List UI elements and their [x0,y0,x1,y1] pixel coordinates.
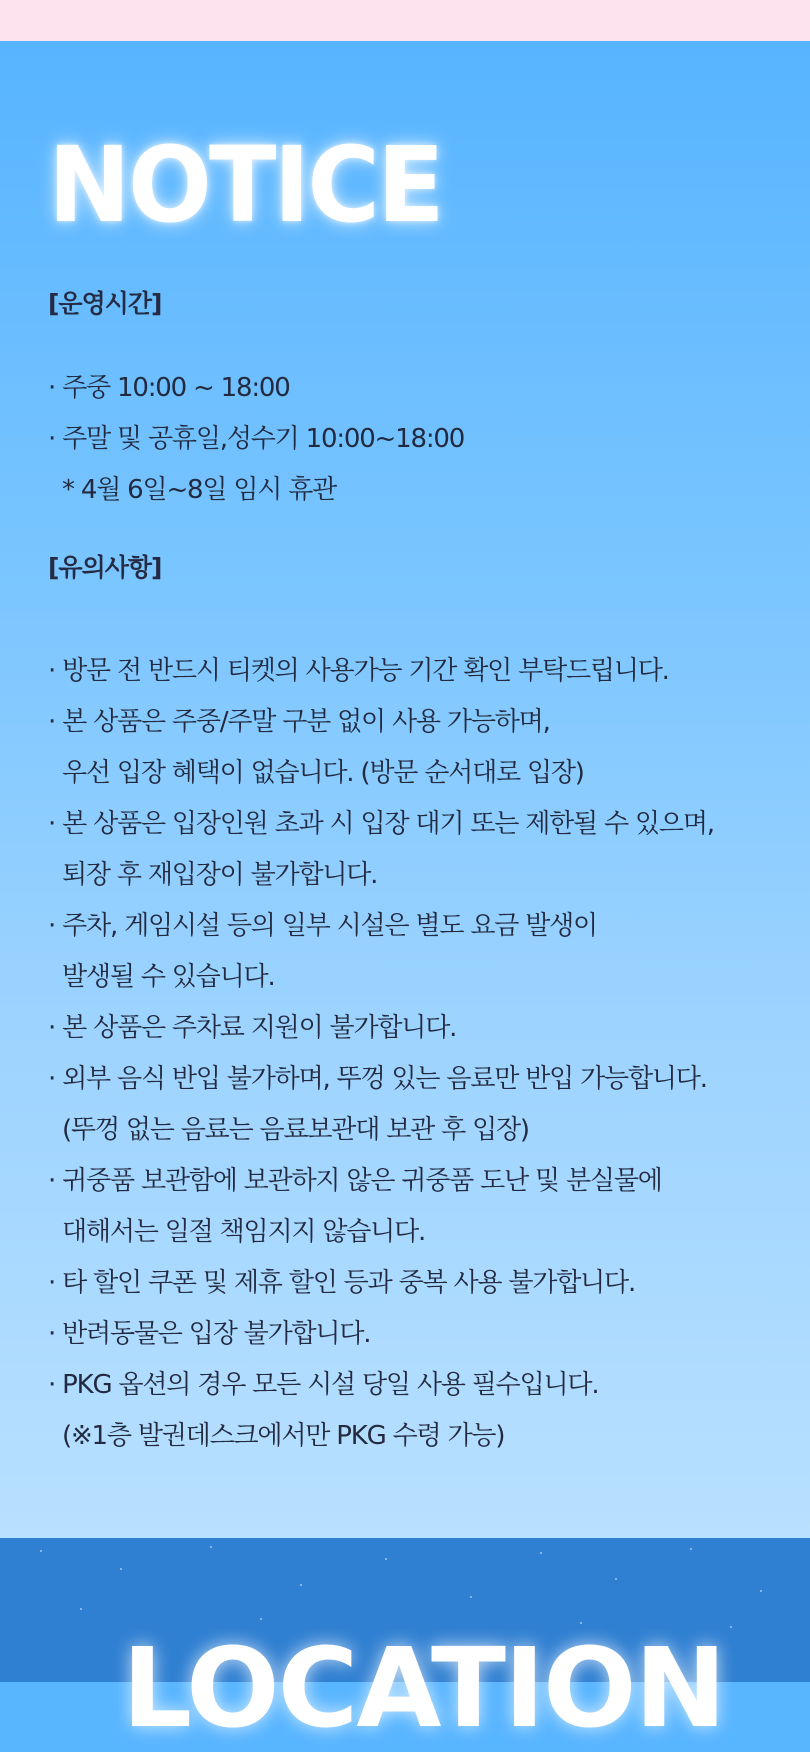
precaution-line: 퇴장 후 재입장이 불가합니다. [62,860,378,890]
star [120,1568,122,1570]
precaution-line: · 외부 음식 반입 불가하며, 뚜껑 있는 음료만 반입 가능합니다. [48,1064,707,1094]
precaution-line: 발생될 수 있습니다. [62,962,275,992]
star [300,1584,302,1586]
precaution-line: · PKG 옵션의 경우 모든 시설 당일 사용 필수입니다. [48,1370,599,1400]
star [760,1590,762,1592]
precaution-line: (뚜껑 없는 음료는 음료보관대 보관 후 입장) [62,1115,529,1145]
precaution-line: · 본 상품은 주차료 지원이 불가합니다. [48,1013,457,1043]
precaution-line: · 타 할인 쿠폰 및 제휴 할인 등과 중복 사용 불가합니다. [48,1268,636,1298]
star [260,1618,262,1620]
precaution-line: 우선 입장 혜택이 없습니다. (방문 순서대로 입장) [62,758,584,788]
hours-line: · 주말 및 공휴일,성수기 10:00~18:00 [48,424,465,454]
star [730,1626,732,1628]
hours-line: * 4월 6일~8일 임시 휴관 [62,475,337,505]
star [690,1548,692,1550]
star [40,1550,42,1552]
top-pink-strip [0,0,810,41]
star [470,1596,472,1598]
precaution-line: · 본 상품은 입장인원 초과 시 입장 대기 또는 제한될 수 있으며, [48,809,714,839]
precaution-line: 대해서는 일절 책임지지 않습니다. [62,1217,426,1247]
precaution-line: · 주차, 게임시설 등의 일부 시설은 별도 요금 발생이 [48,911,597,941]
precaution-line: (※1층 발권데스크에서만 PKG 수령 가능) [62,1421,505,1451]
precaution-line: · 반려동물은 입장 불가합니다. [48,1319,371,1349]
star [615,1578,617,1580]
star [385,1558,387,1560]
notice-title: NOTICE [48,124,442,246]
operating-hours-list [48,363,464,516]
location-section [0,1538,810,1752]
operating-hours-heading: [운영시간] [48,289,162,318]
notice-section [0,41,810,1538]
precaution-line: · 방문 전 반드시 티켓의 사용가능 기간 확인 부탁드립니다. [48,656,669,686]
precautions-heading: [유의사항] [48,553,162,582]
star [210,1546,212,1548]
star [80,1608,82,1610]
star [540,1552,542,1554]
precaution-line: · 본 상품은 주중/주말 구분 없이 사용 가능하며, [48,707,550,737]
precautions-list [48,646,714,1462]
hours-line: · 주중 10:00 ~ 18:00 [48,373,290,403]
precaution-line: · 귀중품 보관함에 보관하지 않은 귀중품 도난 및 분실물에 [48,1166,662,1196]
location-title: LOCATION [122,1624,725,1752]
